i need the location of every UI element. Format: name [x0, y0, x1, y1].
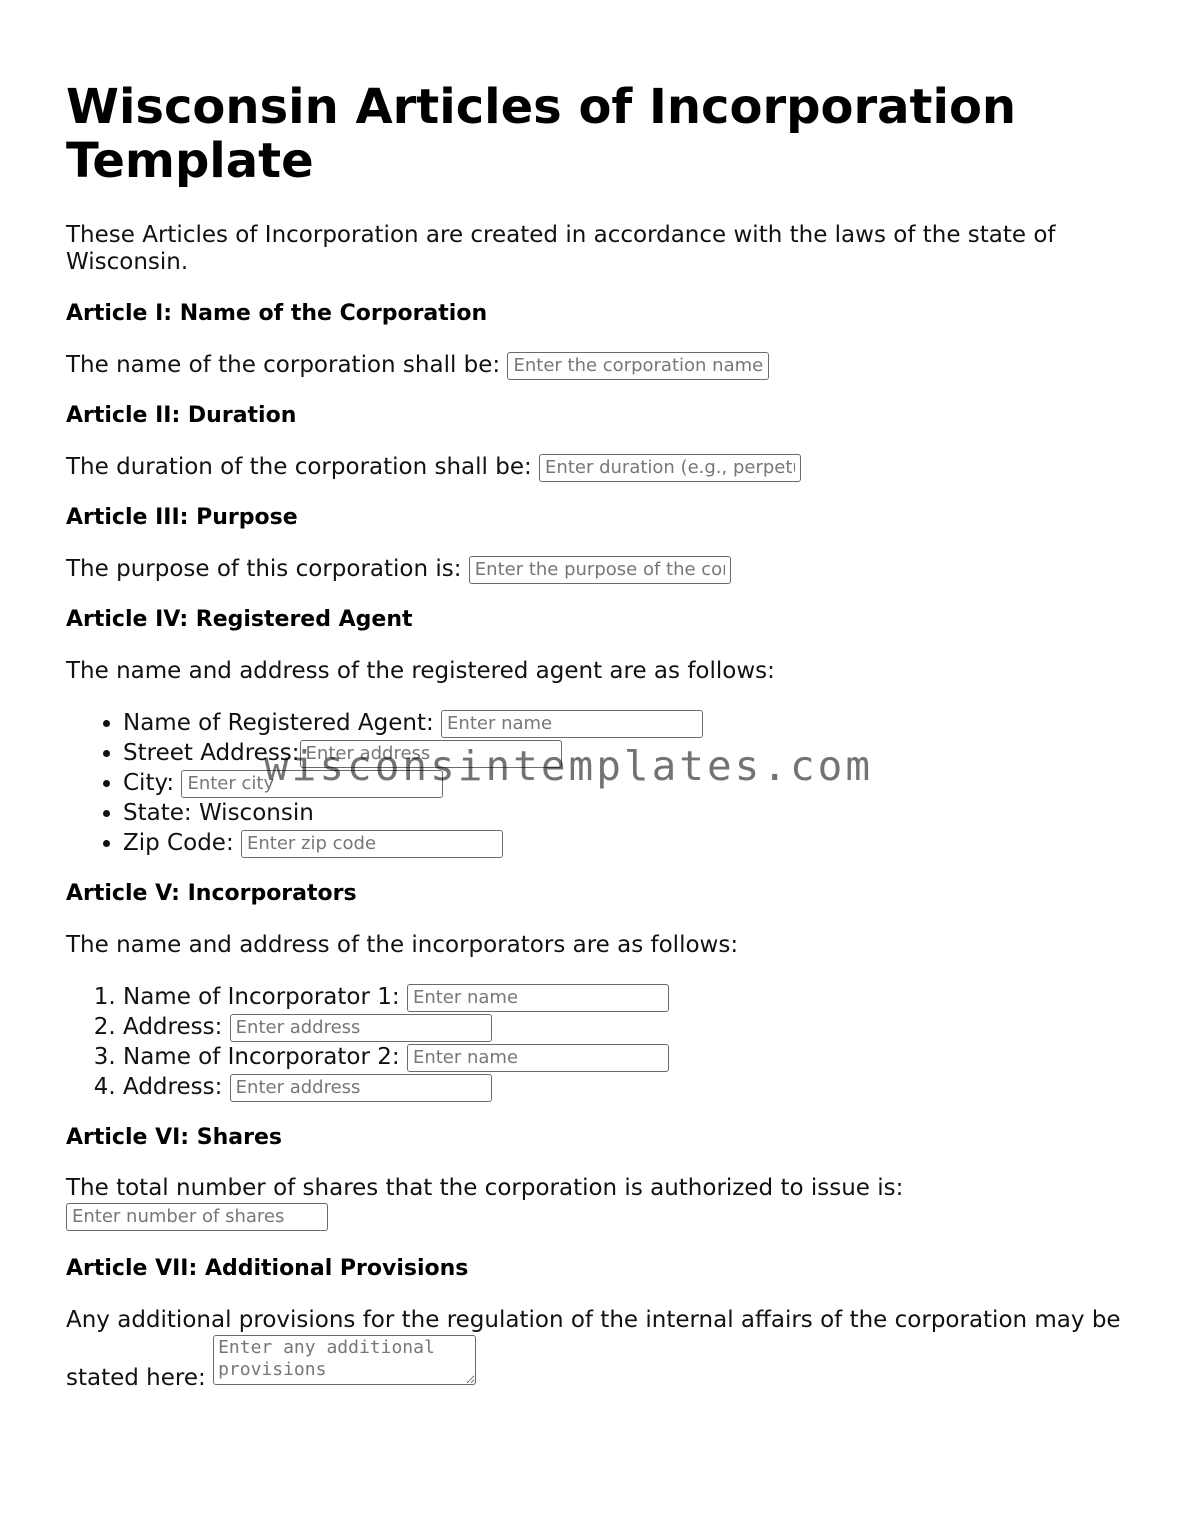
agent-address-label: Street Address:: [123, 740, 300, 766]
article-3-heading: Article III: Purpose: [66, 505, 298, 530]
document: [66, 80, 1126, 1393]
corporation-name-input[interactable]: [507, 352, 769, 380]
agent-state-text: State: Wisconsin: [123, 800, 314, 826]
article-1-heading: Article I: Name of the Corporation: [66, 301, 488, 326]
incorporator-1-name-label: Name of Incorporator 1:: [123, 984, 400, 1010]
incorporator-2-name-input[interactable]: [407, 1044, 669, 1072]
article-7-label: Any additional provisions for the regulation of the internal affairs of the corporation may be stated here:: [66, 1306, 1121, 1391]
article-2-heading: Article II: Duration: [66, 403, 297, 428]
agent-name-label: Name of Registered Agent:: [123, 710, 434, 736]
article-4-heading: Article IV: Registered Agent: [66, 607, 413, 632]
article-5-lead: The name and address of the incorporators are as follows:: [66, 932, 739, 958]
registered-agent-list: [66, 708, 1126, 858]
watermark: wisconsintemplates.com: [264, 742, 874, 790]
article-6-row: [66, 1174, 1126, 1231]
article-6-label: The total number of shares that the corporation is authorized to issue is:: [66, 1175, 904, 1201]
article-2-label: The duration of the corporation shall be:: [66, 454, 532, 480]
article-7-heading: Article VII: Additional Provisions: [66, 1255, 469, 1281]
incorporator-1-name-input[interactable]: [407, 984, 669, 1012]
article-2-row: [66, 452, 1126, 482]
incorporator-2-name-label: Name of Incorporator 2:: [123, 1044, 400, 1070]
shares-input[interactable]: [66, 1203, 328, 1231]
additional-provisions-textarea[interactable]: [213, 1335, 476, 1385]
duration-input[interactable]: [539, 454, 801, 482]
intro-text: These Articles of Incorporation are created in accordance with the laws of the state of Wisconsin.: [66, 222, 1056, 275]
list-item: [123, 1072, 1126, 1102]
incorporator-2-address-label: Address:: [123, 1074, 223, 1100]
article-7-row: [66, 1305, 1126, 1393]
article-1-row: [66, 350, 1126, 380]
list-item: [123, 768, 1126, 798]
article-5-heading: Article V: Incorporators: [66, 881, 357, 906]
page-title: Wisconsin Articles of Incorporation Template: [66, 79, 1017, 189]
list-item: [123, 1012, 1126, 1042]
list-item: [123, 708, 1126, 738]
list-item: [123, 982, 1126, 1012]
incorporator-1-address-input[interactable]: [230, 1014, 492, 1042]
list-item: [123, 1042, 1126, 1072]
article-1-label: The name of the corporation shall be:: [66, 352, 501, 378]
incorporator-1-address-label: Address:: [123, 1014, 223, 1040]
article-6-heading: Article VI: Shares: [66, 1125, 282, 1150]
agent-city-label: City:: [123, 770, 175, 796]
agent-zip-label: Zip Code:: [123, 830, 234, 856]
agent-zip-input[interactable]: [241, 830, 503, 858]
agent-city-input[interactable]: [181, 770, 443, 798]
agent-name-input[interactable]: [441, 710, 703, 738]
article-4-lead: The name and address of the registered agent are as follows:: [66, 658, 775, 684]
article-3-label: The purpose of this corporation is:: [66, 556, 462, 582]
article-3-row: [66, 554, 1126, 584]
incorporator-2-address-input[interactable]: [230, 1074, 492, 1102]
list-item: [123, 798, 1126, 828]
purpose-input[interactable]: [469, 556, 731, 584]
list-item: [123, 738, 1126, 768]
list-item: [123, 828, 1126, 858]
incorporators-list: [66, 982, 1126, 1102]
agent-address-input[interactable]: [300, 740, 562, 768]
